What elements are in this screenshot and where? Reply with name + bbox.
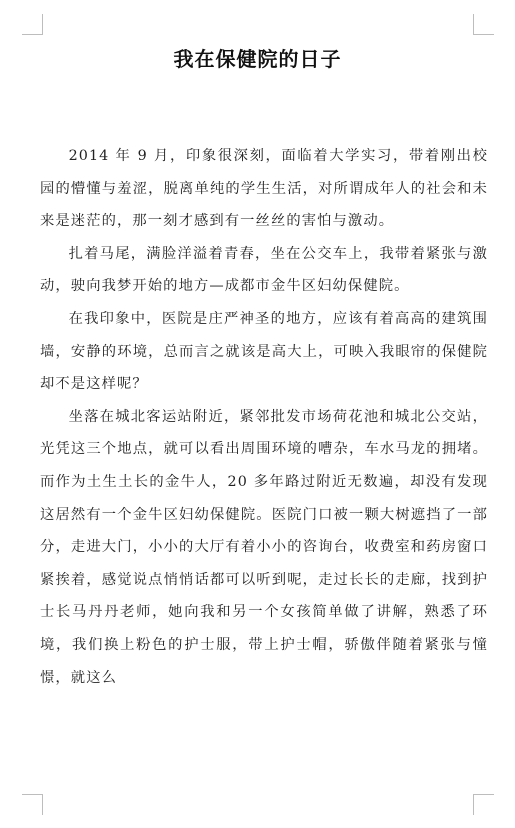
crop-mark-bottom-right (473, 794, 494, 815)
paragraph-3: 在我印象中，医院是庄严神圣的地方，应该有着高高的建筑围墙，安静的环境，总而言之就该是高大上，可映入我眼帘的保健院却不是这样呢？ (40, 310, 488, 393)
paragraph-1: 2014 年 9 月，印象很深刻，面临着大学实习，带着刚出校园的懵懂与羞涩，脱离单纯的学生生活，对所谓成年人的社会和未来是迷茫的，那一刻才感到有一丝丝的害怕与激动。 (40, 148, 488, 230)
crop-mark-top-left (22, 14, 43, 35)
document-body (40, 140, 488, 694)
paragraph-4: 坐落在城北客运站附近，紧邻批发市场荷花池和城北公交站，光凭这三个地点，就可以看出周围环境的嘈杂，车水马龙的拥堵。而作为土生土长的金牛人，20 多年路过附近无数遍，却没有发现这居然有一个金牛区妇幼保健院。医院门口被一颗大树遮挡了一部分，走进大门，小小的大厅有着小小的咨询台，收费室和药房窗口紧挨着，感觉说点悄悄话都可以听到呢，走过长长的走廊，找到护士长马丹丹老师，她向我和另一个女孩简单做了讲解，熟悉了环境，我们换上粉色的护士服，带上护士帽，骄傲伴随着紧张与憧憬，就这么 (40, 408, 488, 686)
crop-mark-bottom-left (22, 794, 43, 815)
document-title: 我在保健院的日子 (173, 47, 342, 71)
paragraph-2: 扎着马尾，满脸洋溢着青春，坐在公交车上，我带着紧张与激动，驶向我梦开始的地方—成都市金牛区妇幼保健院。 (40, 245, 488, 295)
crop-mark-top-right (473, 14, 494, 35)
